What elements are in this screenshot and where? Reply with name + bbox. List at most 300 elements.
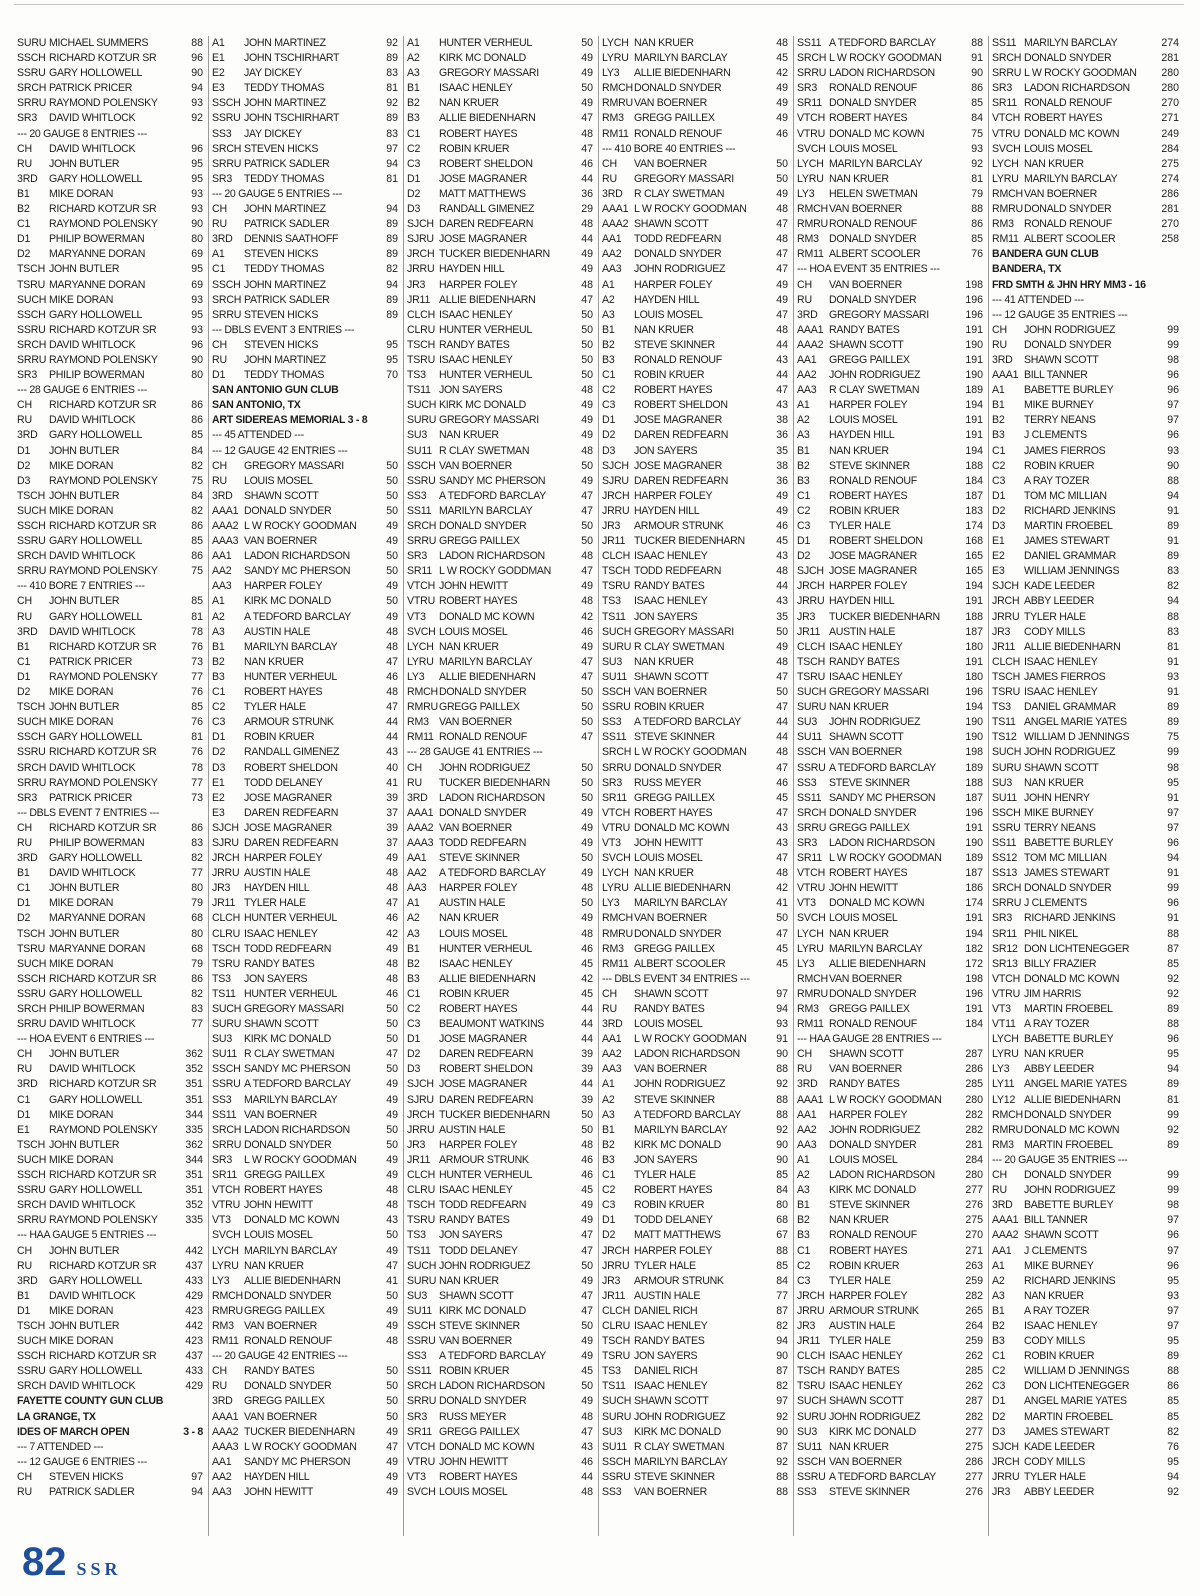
score: 50 [581,897,593,910]
score: 50 [386,1410,398,1423]
shooter-name: DONALD SNYDER [244,504,332,517]
score: 82 [776,1319,788,1332]
class-code: JR3 [797,1319,816,1332]
result-row [17,142,203,157]
result-row [17,1093,203,1108]
score: 97 [1167,1319,1179,1332]
class-code: SS3 [212,127,232,140]
shooter-name: RAYMOND POLENSKY [49,565,158,578]
score: 96 [1167,1229,1179,1242]
result-row [407,881,593,896]
shooter-name: ROBERT HAYES [1024,112,1103,125]
score: 191 [965,595,983,608]
score: 89 [386,52,398,65]
score: 442 [185,1244,203,1257]
score: 39 [581,1048,593,1061]
score: 362 [185,1048,203,1061]
result-row [797,1425,983,1440]
class-code: SURU [407,414,437,427]
result-row [17,202,203,217]
shooter-name: JOHN RODRIGUEZ [829,1410,921,1423]
score: 96 [1167,1259,1179,1272]
result-row [17,474,203,489]
score: 49 [386,852,398,865]
score: 49 [581,67,593,80]
score: 98 [1167,761,1179,774]
class-code: SU3 [992,776,1013,789]
class-code: LYRU [992,1048,1019,1061]
shooter-name: JOHN HEWITT [244,1199,314,1212]
shooter-name: DAREN REDFEARN [439,218,534,231]
score: 99 [1167,1169,1179,1182]
score: 90 [776,1425,788,1438]
score: 50 [386,595,398,608]
result-row [212,368,398,383]
result-row [407,564,593,579]
score: 86 [191,550,203,563]
result-row [407,1470,593,1485]
class-code: C2 [212,701,226,714]
shooter-name: LOUIS MOSEL [244,474,313,487]
score: 168 [965,535,983,548]
score: 90 [776,1153,788,1166]
class-code: SRRU [602,761,632,774]
shooter-name: DON LICHTENEGGER [1024,1380,1130,1393]
club-heading [992,247,1179,262]
shooter-name: DONALD SNYDER [829,806,917,819]
shooter-name: GARY HOLLOWELL [49,429,143,442]
result-row [212,1259,398,1274]
class-code: SS11 [212,1108,237,1121]
shooter-name: GREGORY MASSARI [244,459,344,472]
class-code: CH [212,1365,227,1378]
class-code: JR11 [602,1289,626,1302]
shooter-name: TEDDY THOMAS [244,172,325,185]
shooter-name: GARY HOLLOWELL [49,852,143,865]
result-row [992,1304,1179,1319]
result-row [212,866,398,881]
class-code: TSRU [797,1380,826,1393]
class-code: AAA2 [602,218,629,231]
result-row [602,1349,788,1364]
result-row [407,911,593,926]
score: 191 [965,429,983,442]
score: 285 [965,1078,983,1091]
class-code: SURU [992,761,1022,774]
class-code: SUCH [17,1153,47,1166]
score: 92 [776,1455,788,1468]
result-row [212,232,398,247]
event-header-text: --- 20 GAUGE 42 ENTRIES --- [212,1350,348,1363]
shooter-name: JOHN RODRIGUEZ [634,1078,726,1091]
shooter-name: AUSTIN HALE [829,1319,896,1332]
class-code: E3 [212,82,225,95]
score: 49 [776,293,788,306]
score: 85 [191,429,203,442]
class-code: SSRU [797,1470,826,1483]
result-row [797,293,983,308]
result-row [992,715,1179,730]
class-code: TSCH [17,1319,46,1332]
shooter-name: DONALD SNYDER [829,293,917,306]
class-code: C1 [407,127,421,140]
result-row [17,911,203,926]
score: 36 [776,474,788,487]
result-row [212,81,398,96]
result-row [17,398,203,413]
class-code: VT3 [602,836,621,849]
result-row [992,806,1179,821]
score: 198 [965,746,983,759]
result-row [407,323,593,338]
result-row [407,293,593,308]
class-code: RMRU [407,701,438,714]
shooter-name: DONALD SNYDER [1024,203,1112,216]
score: 77 [191,1018,203,1031]
result-row [992,1394,1179,1409]
class-code: AAA3 [212,535,239,548]
score: 37 [386,806,398,819]
score: 40 [386,761,398,774]
shooter-name: JOSE MAGRANER [439,1078,527,1091]
result-row [602,564,788,579]
shooter-name: ALLIE BIEDENHARN [1024,640,1121,653]
result-row [17,715,203,730]
result-row [602,1047,788,1062]
result-row [212,1485,398,1500]
score: 282 [965,1108,983,1121]
class-code: 3RD [407,791,428,804]
class-code: TSRU [407,353,436,366]
shooter-name: PATRICK SADLER [49,1486,135,1498]
class-code: TS11 [212,987,236,1000]
result-row [602,836,788,851]
result-row [992,96,1179,111]
result-row [992,1108,1179,1123]
score: 165 [965,565,983,578]
result-row [602,36,788,51]
class-code: SRRU [992,67,1022,80]
result-row [407,640,593,655]
result-row [407,1349,593,1364]
result-row [407,1244,593,1259]
shooter-name: SANDY MC PHERSON [244,565,351,578]
shooter-name: DONALD SNYDER [634,927,722,940]
score: 46 [776,127,788,140]
event-header-text: --- HOA EVENT 6 ENTRIES --- [17,1033,155,1046]
score: 92 [971,157,983,170]
score: 85 [776,1259,788,1272]
score: 97 [1167,399,1179,412]
shooter-name: HARPER FOLEY [634,1244,713,1257]
score: 81 [191,610,203,623]
class-code: JR11 [992,640,1016,653]
class-code: SSRU [17,746,46,759]
shooter-name: HUNTER VERHEUL [244,987,337,1000]
result-row [797,444,983,459]
class-code: SSRU [17,67,46,80]
score: 258 [1161,233,1179,246]
class-code: E1 [212,52,225,65]
shooter-name: ROBIN KRUER [1024,459,1095,472]
score: 94 [191,82,203,95]
shooter-name: NAN KRUER [439,640,499,653]
class-code: TS3 [407,1229,426,1242]
shooter-name: ALLIE BIEDENHARN [439,293,536,306]
shooter-name: DONALD SNYDER [829,233,917,246]
shooter-name: JOSE MAGRANER [439,1033,527,1046]
score: 97 [1167,1244,1179,1257]
class-code: SU11 [992,791,1017,804]
score: 86 [1167,1380,1179,1393]
class-code: JR11 [797,625,821,638]
result-row [797,323,983,338]
shooter-name: DAVID WHITLOCK [49,1380,136,1393]
shooter-name: DONALD SNYDER [439,806,527,819]
score: 77 [191,867,203,880]
class-code: CH [212,459,227,472]
score: 83 [1167,565,1179,578]
score: 276 [965,1486,983,1498]
score: 46 [776,776,788,789]
shooter-name: HAYDEN HILL [829,595,895,608]
shooter-name: STEVEN HICKS [49,1470,124,1483]
class-code: A2 [797,1169,810,1182]
score: 44 [776,731,788,744]
result-row [212,791,398,806]
class-code: A1 [212,248,225,261]
class-code: 3RD [212,1395,233,1408]
shooter-name: VAN BOERNER [244,1319,318,1332]
result-row [797,640,983,655]
result-row [17,293,203,308]
result-row [602,1168,788,1183]
shooter-name: GARY HOLLOWELL [49,987,143,1000]
score: 50 [386,474,398,487]
class-code: C1 [992,1350,1006,1363]
score: 70 [386,369,398,382]
result-row [17,338,203,353]
class-code: SR11 [797,97,822,110]
class-code: D1 [992,1395,1006,1408]
shooter-name: MIKE DORAN [49,897,114,910]
shooter-name: JOSE MAGRANER [439,233,527,246]
score: 99 [1167,1108,1179,1121]
result-row [17,232,203,247]
shooter-name: JAMES STEWART [1024,1425,1110,1438]
result-row [992,1289,1179,1304]
score: 45 [581,987,593,1000]
shooter-name: RICHARD KOTZUR SR [49,746,157,759]
shooter-name: MATT MATTHEWS [634,1229,721,1242]
score: 271 [1161,112,1179,125]
class-code: D2 [17,912,31,925]
result-row [992,625,1179,640]
shooter-name: MIKE DORAN [49,686,114,699]
result-row [797,625,983,640]
score: 93 [971,142,983,155]
score: 47 [581,731,593,744]
result-row [407,1047,593,1062]
class-code: B1 [17,1289,30,1302]
result-row [992,1123,1179,1138]
class-code: LYCH [992,157,1019,170]
class-code: SUCH [602,625,632,638]
result-row [407,594,593,609]
score: 50 [386,504,398,517]
shooter-name: PATRICK SADLER [244,157,330,170]
class-code: LY12 [992,1093,1016,1106]
shooter-name: ROBIN KRUER [1024,1350,1095,1363]
class-code: C3 [602,1199,616,1212]
score: 49 [386,1425,398,1438]
score: 196 [965,293,983,306]
result-row [212,594,398,609]
shooter-name: JOHN BUTLER [49,927,120,940]
class-code: E1 [992,535,1005,548]
class-code: RM11 [797,248,824,261]
result-row [17,368,203,383]
class-code: TS3 [602,1365,621,1378]
score: 38 [776,414,788,427]
score: 281 [1161,52,1179,65]
class-code: LY3 [992,1063,1010,1076]
shooter-name: BABETTE BURLEY [1024,836,1114,849]
result-row [407,1077,593,1092]
result-row [407,278,593,293]
class-code: JR11 [602,535,626,548]
result-row [212,293,398,308]
score: 43 [581,1440,593,1453]
shooter-name: MARILYN BARCLAY [244,1244,338,1257]
shooter-name: GREGORY MASSARI [244,1003,344,1015]
shooter-name: MARILYN BARCLAY [439,504,533,517]
result-row [797,549,983,564]
score: 83 [191,836,203,849]
class-code: SUCH [407,1259,437,1272]
shooter-name: MIKE DORAN [49,957,114,970]
result-row [992,972,1179,987]
result-row [407,51,593,66]
result-row [602,323,788,338]
score: 99 [1167,746,1179,759]
event-header [992,1153,1179,1168]
score: 47 [581,489,593,502]
score: 89 [1167,550,1179,563]
score: 47 [776,218,788,231]
shooter-name: ROBERT HAYES [244,1184,323,1197]
shooter-name: GREGORY MASSARI [634,172,734,185]
shooter-name: SHAWN SCOTT [1024,353,1099,366]
class-code: SSRU [212,112,241,125]
score: 194 [965,580,983,593]
score: 275 [965,1440,983,1453]
result-row [992,1410,1179,1425]
result-row [992,1198,1179,1213]
shooter-name: NAN KRUER [439,912,499,925]
shooter-name: ISAAC HENLEY [439,353,513,366]
result-row [992,1228,1179,1243]
result-row [602,278,788,293]
shooter-name: LOUIS MOSEL [634,308,703,321]
class-code: SS3 [212,1093,232,1106]
score: 91 [1167,686,1179,699]
shooter-name: DAVID WHITLOCK [49,1063,136,1076]
score: 49 [386,1319,398,1332]
shooter-name: HUNTER VERHEUL [439,1169,532,1182]
score: 46 [386,987,398,1000]
shooter-name: GREGG PAILLEX [244,1304,325,1317]
result-row [992,730,1179,745]
result-row [602,655,788,670]
score: 45 [581,957,593,970]
result-row [407,36,593,51]
score: 48 [581,1138,593,1151]
score: 92 [1167,1486,1179,1498]
score: 49 [776,82,788,95]
score: 191 [965,353,983,366]
score: 263 [965,1259,983,1272]
shooter-name: STEVEN HICKS [244,142,319,155]
shooter-name: ROBIN KRUER [829,1259,900,1272]
shooter-name: ROBERT SHELDON [439,157,533,170]
shooter-name: TYLER HALE [244,897,306,910]
score: 50 [581,535,593,548]
score: 90 [971,67,983,80]
shooter-name: RONALD RENOUF [1024,218,1112,231]
score: 47 [581,293,593,306]
magazine-name: SSR [76,1559,122,1579]
class-code: SRRU [17,565,47,578]
score: 48 [581,444,593,457]
score: 36 [776,429,788,442]
class-code: TSRU [992,686,1021,699]
class-code: LYRU [797,172,824,185]
result-row [992,383,1179,398]
class-code: TSCH [17,489,46,502]
score: 93 [191,187,203,200]
class-code: TSRU [797,670,826,683]
score: 285 [965,1365,983,1378]
result-row [797,791,983,806]
class-code: RU [992,338,1007,351]
score: 94 [1167,1470,1179,1483]
result-row [602,1108,788,1123]
result-row [797,383,983,398]
class-code: AAA2 [212,520,239,532]
shooter-name: GREGG PAILLEX [439,701,520,714]
class-code: AA2 [797,1123,817,1136]
shooter-name: STEVE SKINNER [634,731,715,744]
score: 183 [965,504,983,517]
class-code: SSRU [602,701,631,714]
shooter-name: DAVID WHITLOCK [49,1018,136,1031]
score: 95 [191,157,203,170]
score: 44 [581,1003,593,1015]
shooter-name: NAN KRUER [634,323,694,336]
shooter-name: GREGG PAILLEX [634,112,715,125]
class-code: RMRU [797,987,828,1000]
score: 270 [1161,97,1179,110]
shooter-name: RAYMOND POLENSKY [49,353,158,366]
score: 44 [776,580,788,593]
shooter-name: RAYMOND POLENSKY [49,1214,158,1227]
shooter-name: HARPER FOLEY [244,852,323,865]
result-row [407,700,593,715]
score: 174 [965,897,983,910]
class-code: AA1 [602,1033,622,1046]
result-row [797,308,983,323]
